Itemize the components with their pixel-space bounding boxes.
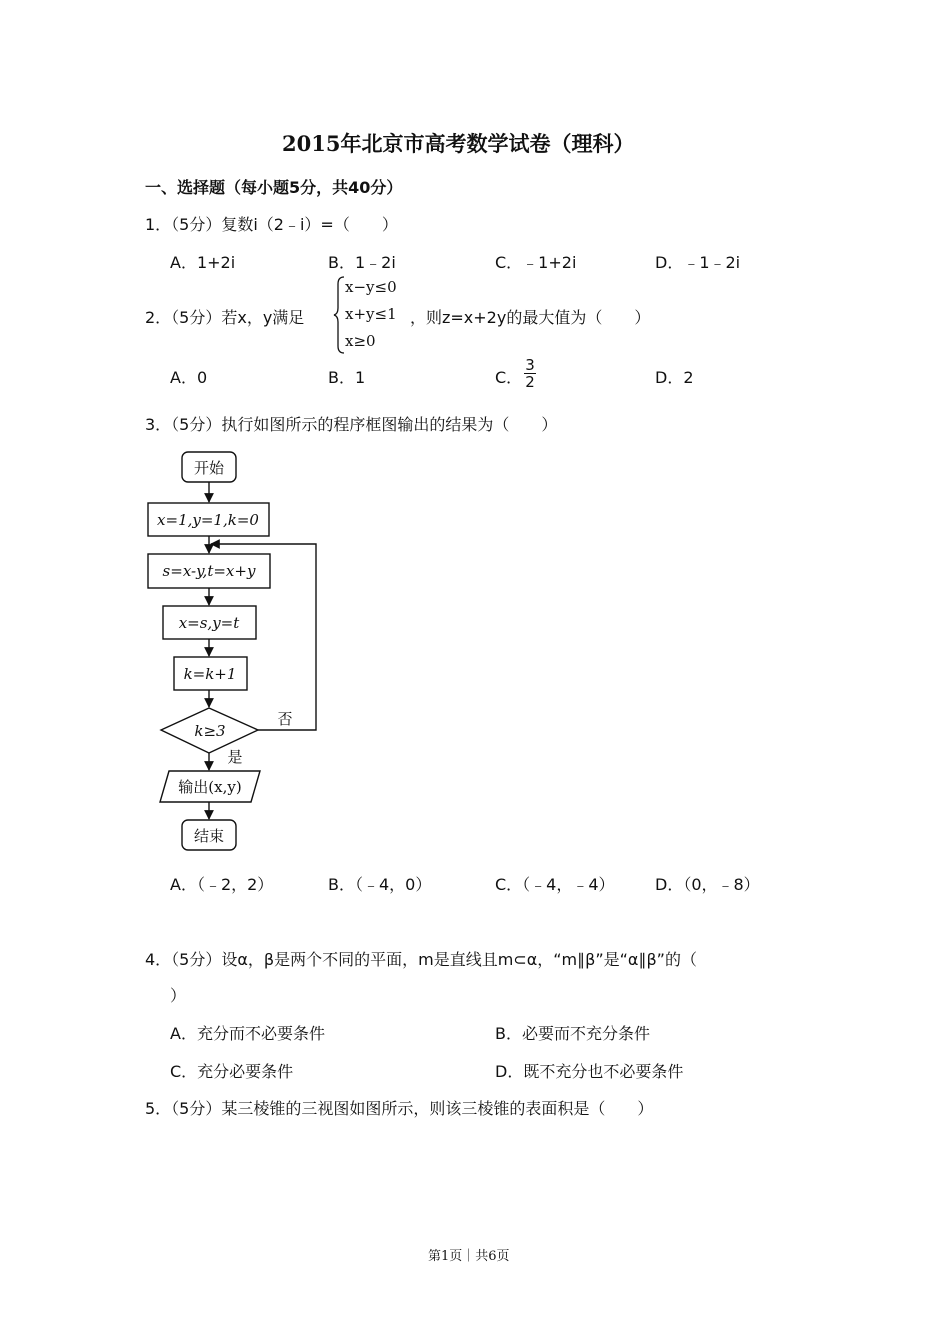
q3-option-a: A．（﹣2，2） (170, 875, 274, 894)
q4-option-b: B．必要而不充分条件 (495, 1024, 650, 1043)
question-5-stem: 5．（5分）某三棱锥的三视图如图所示，则该三棱锥的表面积是（ ） (145, 1099, 654, 1118)
q3-option-b: B．（﹣4，0） (328, 875, 432, 894)
q1-option-b: B．1﹣2i (328, 253, 396, 272)
system-brace (333, 276, 345, 354)
flow-condition-label: k≥3 (194, 722, 226, 740)
q1-option-a: A．1+2i (170, 253, 236, 272)
flow-step3-label: k=k+1 (183, 665, 237, 683)
question-1-stem: 1．（5分）复数i（2﹣i）=（ ） (145, 215, 398, 234)
q2-option-a: A．0 (170, 368, 208, 387)
q1-option-c: C．﹣1+2i (495, 253, 577, 272)
flow-yes-label: 是 (227, 748, 243, 766)
question-2-suffix: ，则z=x+2y的最大值为（ ） (410, 308, 651, 327)
q4-option-c: C．充分必要条件 (170, 1062, 294, 1081)
q2-option-d: D．2 (655, 368, 694, 387)
page-title: 2015年北京市高考数学试卷（理科） (282, 131, 635, 156)
question-4-stem-cont: ） (170, 986, 187, 1005)
q4-option-a: A．充分而不必要条件 (170, 1024, 325, 1043)
q2-option-c-fraction (524, 357, 536, 390)
fraction-numerator: 3 (525, 356, 535, 374)
system-line-3: x≥0 (345, 332, 376, 350)
q1-option-d: D．﹣1﹣2i (655, 253, 741, 272)
flow-output-label: 输出(x,y) (178, 778, 242, 796)
q4-option-d: D．既不充分也不必要条件 (495, 1062, 684, 1081)
question-2-prefix: 2．（5分）若x，y满足 (145, 308, 305, 327)
q2-option-c: C． (495, 368, 523, 387)
system-line-1: x−y≤0 (345, 278, 397, 296)
flowchart (140, 440, 340, 860)
flow-step1-label: s=x-y,t=x+y (162, 562, 256, 580)
q2-option-b: B．1 (328, 368, 366, 387)
page-footer: 第1页｜共6页 (428, 1249, 510, 1264)
question-3-stem: 3．（5分）执行如图所示的程序框图输出的结果为（ ） (145, 415, 558, 434)
q3-option-c: C．（﹣4，﹣4） (495, 875, 615, 894)
section-heading: 一、选择题（每小题5分，共40分） (145, 178, 403, 197)
fraction-denominator: 2 (525, 373, 535, 391)
flow-start-label: 开始 (193, 459, 225, 477)
flow-end-label: 结束 (193, 827, 225, 845)
flow-step2-label: x=s,y=t (178, 614, 240, 632)
flow-no-label: 否 (277, 710, 293, 728)
q3-option-d: D．（0，﹣8） (655, 875, 760, 894)
question-4-stem: 4．（5分）设α，β是两个不同的平面，m是直线且m⊂α，“m∥β”是“α∥β”的（ (145, 950, 697, 969)
system-line-2: x+y≤1 (345, 305, 397, 323)
flow-init-label: x=1,y=1,k=0 (157, 511, 259, 529)
